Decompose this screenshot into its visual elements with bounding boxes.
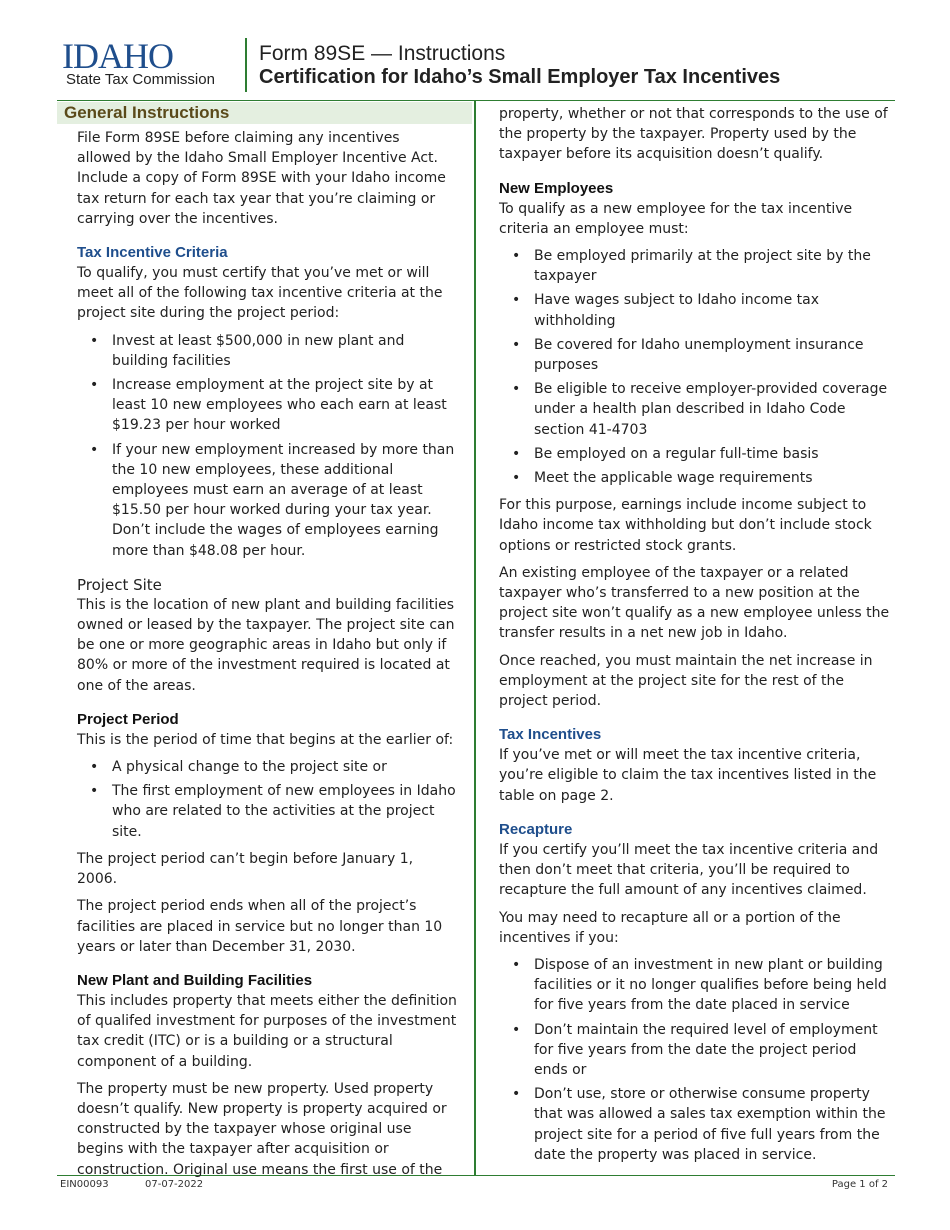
employees-earnings-note: For this purpose, earnings include income subject to Idaho income tax withholding but don’t include stock options or restricted stock grants. <box>499 497 872 554</box>
list-item: • Be employed primarily at the project site by the taxpayer <box>499 246 891 286</box>
list-item: • Increase employment at the project site by at least 10 new employees who each earn at least $19.23 per hour worked <box>77 375 457 436</box>
list-item: • Don’t maintain the required level of employment for five years from the date the project period ends or <box>499 1020 891 1081</box>
plant-new-property: The property must be new property. Used property doesn’t qualify. New property is property acquired or constructed by the taxpayer whose original use begins with the taxpayer after acquisition or construction. Original use means the first use of the <box>77 1080 447 1178</box>
general-instructions-heading: General Instructions <box>64 103 230 122</box>
left-column <box>77 128 457 1187</box>
employees-transfer-note: An existing employee of the taxpayer or a related taxpayer who’s transferred to a new position at the project site won’t qualify as a new employee unless the transfer results in a net new job in Idaho. <box>499 564 890 642</box>
list-item: • Don’t use, store or otherwise consume property that was allowed a sales tax exemption within the project site for a period of five full years from the date the property was placed in service. <box>499 1084 891 1165</box>
list-item: • The first employment of new employees in Idaho who are related to the activities at the project site. <box>77 781 457 842</box>
idaho-logo <box>62 38 242 94</box>
logo-subtitle: State Tax Commission <box>66 71 215 88</box>
header-divider <box>245 38 247 92</box>
list-item: • Be eligible to receive employer-provided coverage under a health plan described in Idaho Code section 41-4703 <box>499 379 891 440</box>
period-heading: Project Period <box>77 710 179 728</box>
list-item: • A physical change to the project site or <box>77 757 457 777</box>
recapture-partial: You may need to recapture all or a portion of the incentives if you: <box>499 909 841 946</box>
list-item: • Be employed on a regular full-time basis <box>499 444 891 464</box>
form-title: Form 89SE — Instructions <box>259 42 506 65</box>
form-subtitle: Certification for Idaho’s Small Employer Tax Incentives <box>259 66 781 88</box>
list-item: • Meet the applicable wage requirements <box>499 468 891 488</box>
plant-heading: New Plant and Building Facilities <box>77 971 313 989</box>
column-divider <box>474 100 476 1176</box>
list-item: • Invest at least $500,000 in new plant and building facilities <box>77 331 457 371</box>
footer-page-number: Page 1 of 2 <box>831 1179 888 1190</box>
list-item: • Have wages subject to Idaho income tax withholding <box>499 290 891 330</box>
recapture-full: If you certify you’ll meet the tax incentive criteria and then don’t meet that criteria, you’ll be required to recapture the full amount of any incentives claimed. <box>499 841 879 899</box>
employees-list <box>499 246 891 488</box>
site-heading: Project Site <box>77 575 162 594</box>
employees-maintain-note: Once reached, you must maintain the net increase in employment at the project site for the rest of the project period. <box>499 652 873 710</box>
list-item: • If your new employment increased by more than the 10 new employees, these additional employees must earn an average of at least $15.50 per hour worked during your tax year. Don’t include the wages of employees earning more than $48.08 per hour. <box>77 440 457 561</box>
list-item: • Be covered for Idaho unemployment insurance purposes <box>499 335 891 375</box>
period-end-note: The project period ends when all of the project’s facilities are placed in service but no longer than 10 years or later than December 31, 2030. <box>77 898 443 955</box>
recapture-list <box>499 955 891 1165</box>
incentives-text: If you’ve met or will meet the tax incentive criteria, you’re eligible to claim the tax incentives listed in the table on page 2. <box>499 747 877 804</box>
incentives-heading: Tax Incentives <box>499 726 602 744</box>
logo-wordmark: IDAHO <box>62 36 173 76</box>
recapture-heading: Recapture <box>499 820 573 838</box>
general-instructions-bar <box>57 102 472 124</box>
period-start-note: The project period can’t begin before January 1, 2006. <box>77 850 414 888</box>
footer-date: 07-07-2022 <box>145 1179 204 1190</box>
general-intro: File Form 89SE before claiming any incentives allowed by the Idaho Small Employer Incentive Act. Include a copy of Form 89SE with your Idaho income tax return for each tax year that you’re claiming or carrying over the incentives. <box>77 130 446 227</box>
top-rule <box>57 100 895 101</box>
plant-continued: property, whether or not that corresponds to the use of the property by the taxpayer. Property used by the taxpayer before its acquisition doesn’t qualify. <box>499 106 888 163</box>
list-item: • Dispose of an investment in new plant or building facilities or it no longer qualifies before being held for five years from the date placed in service <box>499 955 891 1016</box>
footer-form-id: EIN00093 <box>60 1179 109 1190</box>
criteria-heading: Tax Incentive Criteria <box>77 244 228 262</box>
employees-intro: To qualify as a new employee for the tax incentive criteria an employee must: <box>499 200 853 237</box>
site-text: This is the location of new plant and building facilities owned or leased by the taxpayer. The project site can be one or more geographic areas in Idaho but only if 80% or more of the investment required is located at one of the areas. <box>77 596 455 694</box>
criteria-intro: To qualify, you must certify that you’ve met or will meet all of the following tax incentive criteria at the project site during the project period: <box>77 265 443 322</box>
plant-definition: This includes property that meets either the definition of qualifed investment for purposes of the investment tax credit (ITC) or is a building or a structural component of a building. <box>77 992 457 1070</box>
period-list <box>77 757 457 842</box>
criteria-list <box>77 331 457 561</box>
period-intro: This is the period of time that begins at the earlier of: <box>77 731 454 748</box>
page-header <box>62 38 892 96</box>
right-column <box>499 104 891 1172</box>
employees-heading: New Employees <box>499 179 614 197</box>
